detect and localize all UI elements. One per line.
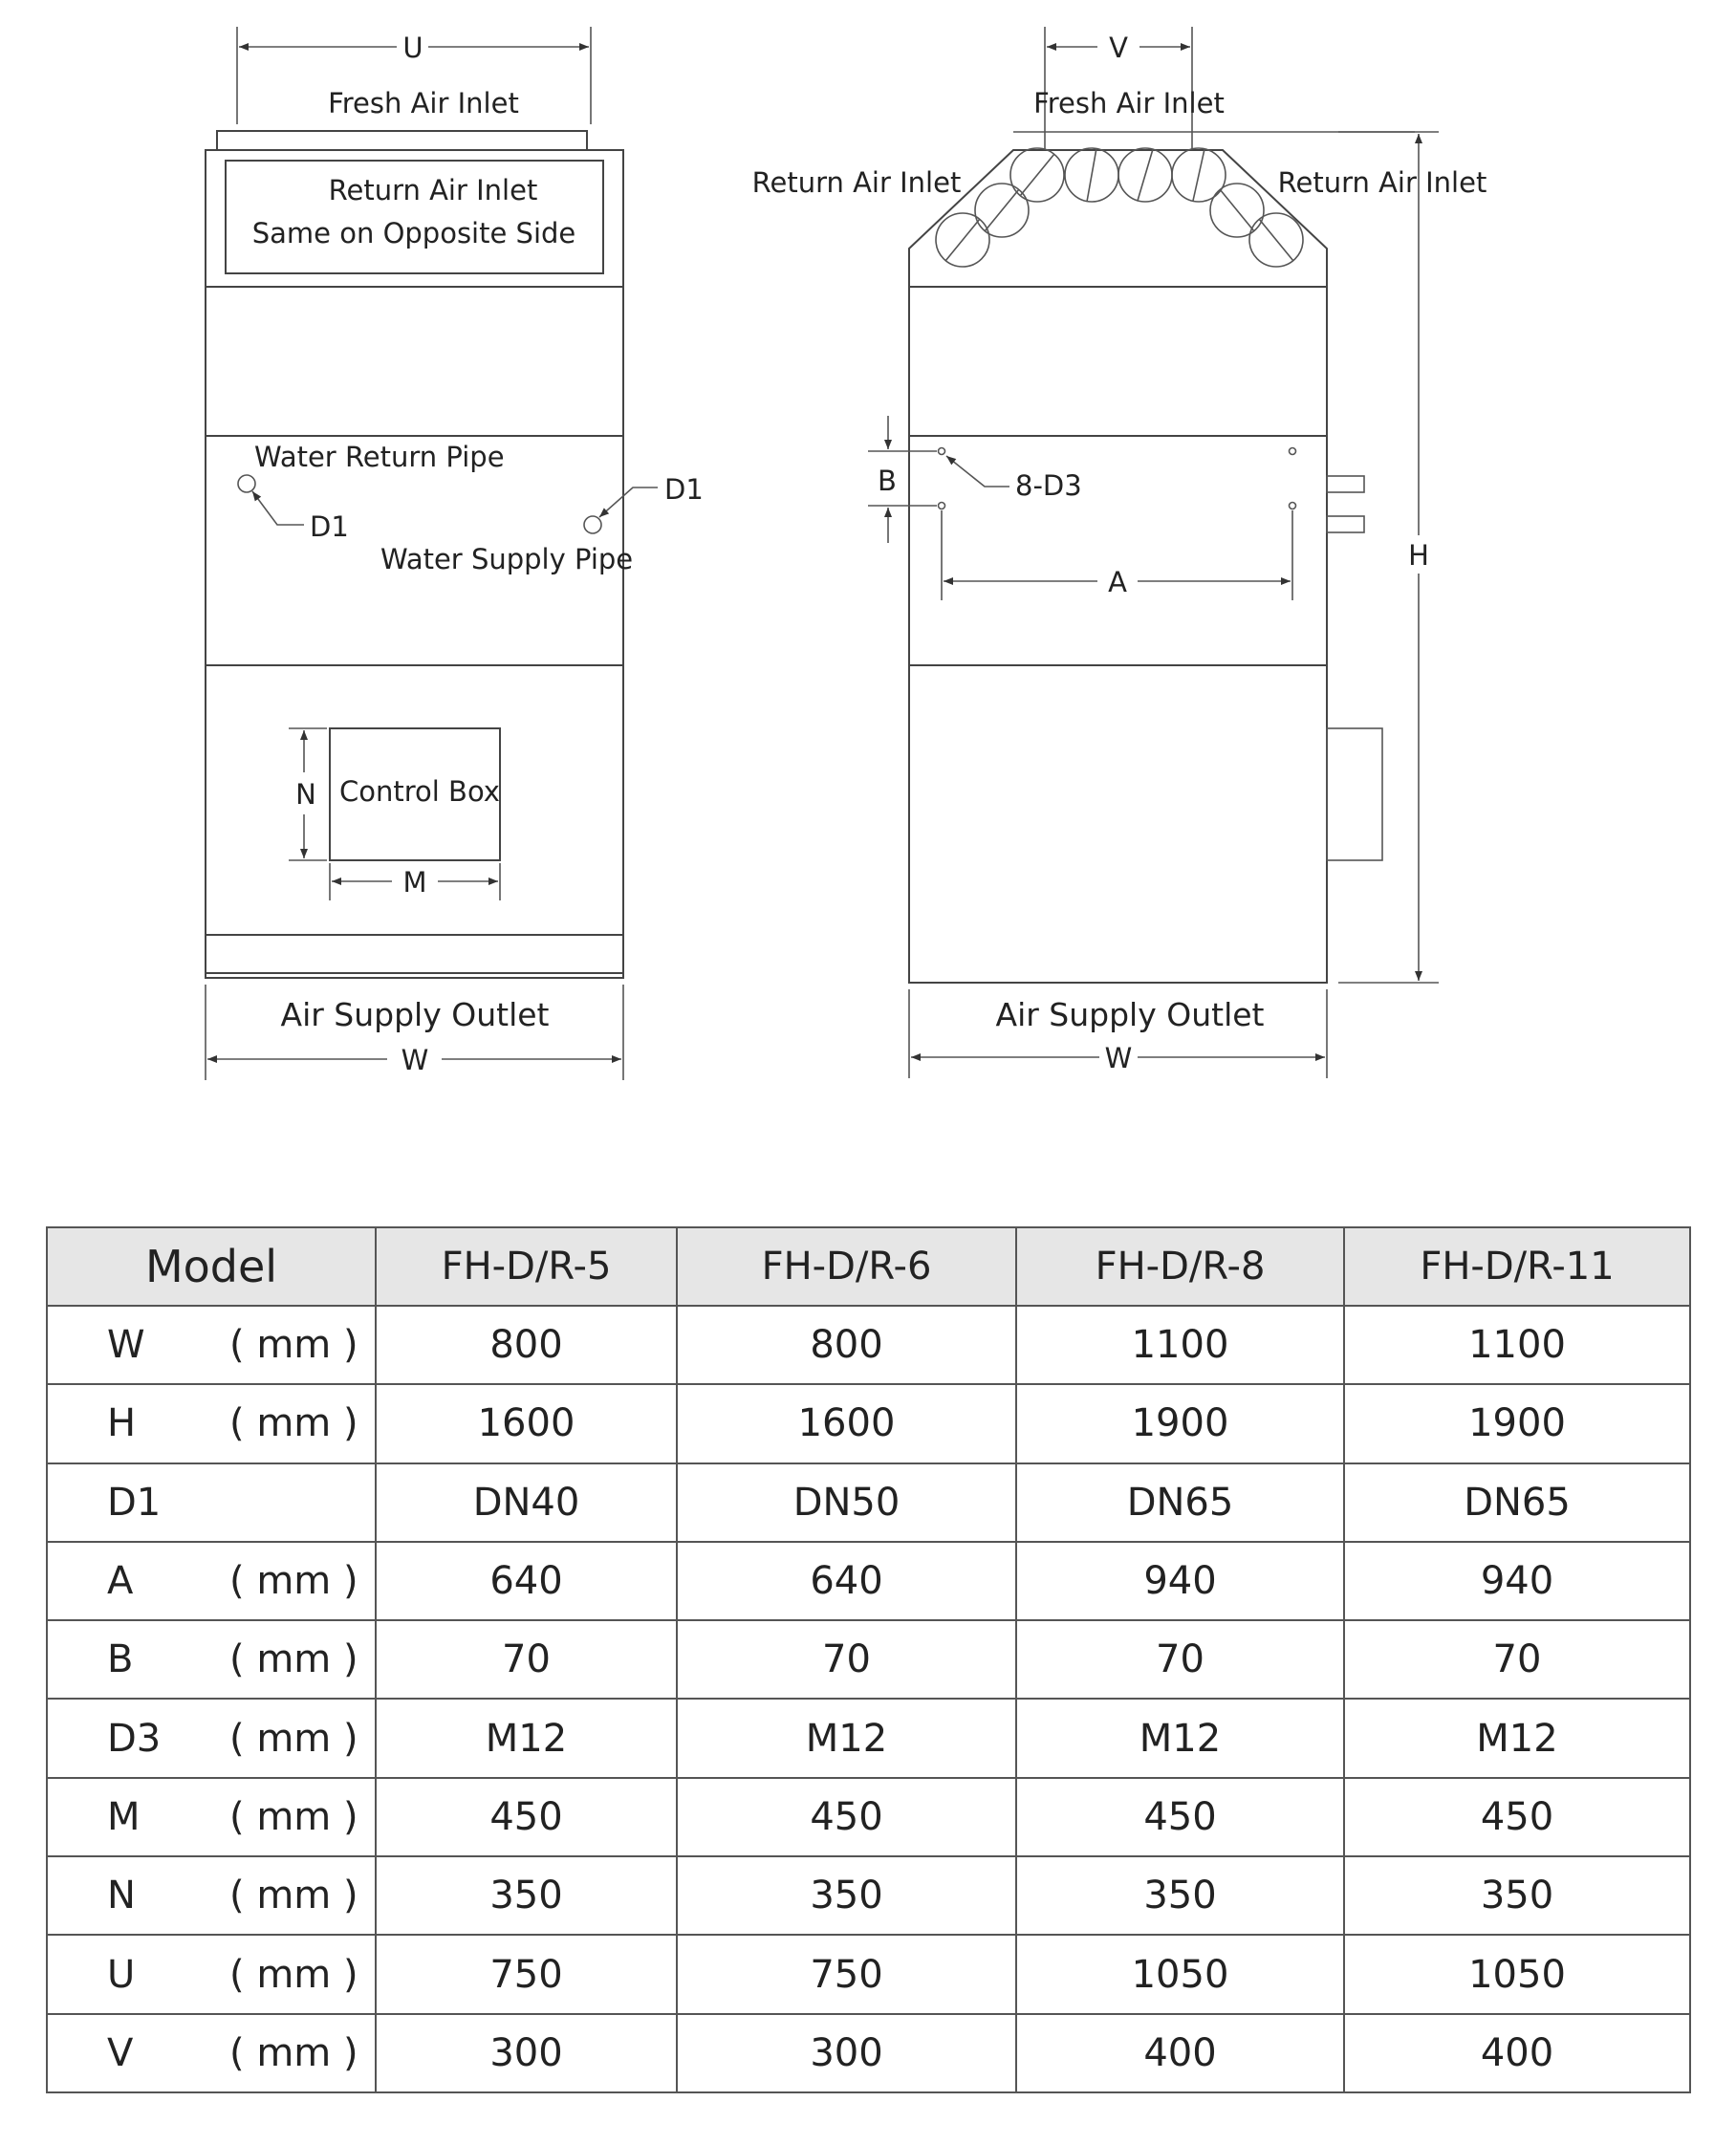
side-view [752, 27, 1487, 1078]
d1-right-label: D1 [664, 473, 704, 506]
value-cell: 750 [376, 1935, 677, 2013]
param-symbol: N [107, 1874, 136, 1918]
value-cell: 450 [1016, 1778, 1344, 1856]
table-row [47, 1620, 1690, 1699]
value-cell: 1100 [1344, 1306, 1690, 1384]
param-cell [47, 1463, 376, 1542]
param-cell [47, 2014, 376, 2092]
param-cell [47, 1935, 376, 2013]
model-name: FH-D/R-11 [1344, 1227, 1690, 1306]
dim-label-h: H [1408, 539, 1429, 572]
table-row [47, 1856, 1690, 1935]
dim-label-w-side: W [1104, 1042, 1133, 1074]
value-cell: 70 [677, 1620, 1016, 1699]
return-air-inlet-note: Same on Opposite Side [251, 217, 576, 249]
model-name: FH-D/R-8 [1016, 1227, 1344, 1306]
model-name: FH-D/R-5 [376, 1227, 677, 1306]
value-cell: 400 [1344, 2014, 1690, 2092]
value-cell: 300 [376, 2014, 677, 2092]
value-cell: 940 [1016, 1542, 1344, 1620]
control-box-label: Control Box [339, 775, 500, 808]
holes-label: 8-D3 [1015, 469, 1082, 502]
param-unit: ( mm ) [229, 1794, 358, 1839]
mounting-holes [939, 448, 1296, 509]
value-cell: 350 [677, 1856, 1016, 1935]
dim-label-a: A [1108, 566, 1127, 598]
dim-label-m: M [402, 866, 427, 899]
value-cell: 300 [677, 2014, 1016, 2092]
param-symbol: H [107, 1401, 137, 1446]
d1-left-label: D1 [310, 510, 349, 543]
param-symbol: W [107, 1323, 145, 1368]
dim-label-u: U [402, 32, 423, 64]
param-cell [47, 1384, 376, 1462]
param-symbol: D1 [107, 1480, 162, 1525]
param-unit: ( mm ) [229, 1952, 358, 1997]
water-supply-pipe-label: Water Supply Pipe [380, 543, 634, 575]
value-cell: DN65 [1344, 1463, 1690, 1542]
param-symbol: M [107, 1794, 141, 1839]
dim-label-v: V [1109, 32, 1128, 64]
dimension-h [1338, 132, 1439, 983]
param-symbol: A [107, 1559, 134, 1604]
param-cell [47, 1542, 376, 1620]
spec-body [47, 1306, 1690, 2092]
param-unit: ( mm ) [229, 2030, 358, 2075]
value-cell: M12 [1016, 1699, 1344, 1777]
value-cell: 450 [677, 1778, 1016, 1856]
value-cell: 1100 [1016, 1306, 1344, 1384]
value-cell: 1900 [1344, 1384, 1690, 1462]
water-return-pipe-label: Water Return Pipe [254, 441, 505, 473]
value-cell: M12 [376, 1699, 677, 1777]
water-supply-pipe-symbol [584, 516, 601, 533]
air-supply-outlet-label: Air Supply Outlet [280, 996, 550, 1033]
value-cell: 450 [376, 1778, 677, 1856]
value-cell: 1050 [1344, 1935, 1690, 2013]
param-symbol: B [107, 1637, 134, 1682]
value-cell: 400 [1016, 2014, 1344, 2092]
value-cell: 350 [376, 1856, 677, 1935]
value-cell: DN50 [677, 1463, 1016, 1542]
value-cell: M12 [677, 1699, 1016, 1777]
dimension-a [942, 510, 1292, 600]
param-symbol: D3 [107, 1716, 162, 1761]
value-cell: 1050 [1016, 1935, 1344, 2013]
value-cell: 750 [677, 1935, 1016, 2013]
table-row [47, 2014, 1690, 2092]
param-cell [47, 1699, 376, 1777]
table-row [47, 1463, 1690, 1542]
value-cell: 640 [376, 1542, 677, 1620]
water-return-pipe-symbol [238, 475, 255, 492]
value-cell: 800 [677, 1306, 1016, 1384]
param-cell [47, 1306, 376, 1384]
value-cell: 640 [677, 1542, 1016, 1620]
return-air-inlet-left-label: Return Air Inlet [751, 166, 962, 199]
side-fresh-air-inlet-label: Fresh Air Inlet [1033, 87, 1225, 119]
value-cell: 70 [1016, 1620, 1344, 1699]
value-cell: 70 [1344, 1620, 1690, 1699]
pipe-stub-lower [1327, 516, 1364, 532]
value-cell: DN40 [376, 1463, 677, 1542]
param-unit: ( mm ) [229, 1559, 358, 1604]
param-cell [47, 1778, 376, 1856]
dimension-n [289, 728, 327, 860]
side-air-supply-outlet-label: Air Supply Outlet [995, 996, 1265, 1033]
param-unit: ( mm ) [229, 1401, 358, 1446]
param-unit: ( mm ) [229, 1716, 358, 1761]
model-header: Model [47, 1227, 376, 1306]
table-row [47, 1384, 1690, 1462]
dim-label-w-front: W [401, 1044, 429, 1076]
return-air-inlet-label: Return Air Inlet [328, 174, 538, 206]
front-view [206, 27, 704, 1080]
value-cell: DN65 [1016, 1463, 1344, 1542]
dim-label-n: N [295, 778, 316, 811]
fresh-air-inlet-label: Fresh Air Inlet [328, 87, 519, 119]
value-cell: 450 [1344, 1778, 1690, 1856]
value-cell: M12 [1344, 1699, 1690, 1777]
value-cell: 1900 [1016, 1384, 1344, 1462]
value-cell: 350 [1016, 1856, 1344, 1935]
spec-header-row [47, 1227, 1690, 1306]
dim-label-b: B [878, 465, 897, 497]
param-unit: ( mm ) [229, 1323, 358, 1368]
param-symbol: U [107, 1952, 136, 1997]
pipe-stub-upper [1327, 476, 1364, 492]
spec-table [46, 1226, 1691, 2093]
value-cell: 1600 [677, 1384, 1016, 1462]
dimension-b [868, 416, 937, 543]
param-unit: ( mm ) [229, 1637, 358, 1682]
table-row [47, 1306, 1690, 1384]
fresh-air-flange [217, 131, 587, 150]
value-cell: 800 [376, 1306, 677, 1384]
air-duct-circles [936, 148, 1303, 267]
value-cell: 70 [376, 1620, 677, 1699]
table-row [47, 1778, 1690, 1856]
side-cabinet [909, 287, 1327, 983]
value-cell: 1600 [376, 1384, 677, 1462]
table-row [47, 1935, 1690, 2013]
value-cell: 940 [1344, 1542, 1690, 1620]
param-cell [47, 1620, 376, 1699]
value-cell: 350 [1344, 1856, 1690, 1935]
dimension-m [330, 863, 500, 900]
param-cell [47, 1856, 376, 1935]
table-row [47, 1699, 1690, 1777]
model-name: FH-D/R-6 [677, 1227, 1016, 1306]
param-unit: ( mm ) [229, 1874, 358, 1918]
control-box-side [1327, 728, 1382, 860]
table-row [47, 1542, 1690, 1620]
return-air-inlet-right-label: Return Air Inlet [1277, 166, 1487, 199]
param-symbol: V [107, 2030, 134, 2075]
